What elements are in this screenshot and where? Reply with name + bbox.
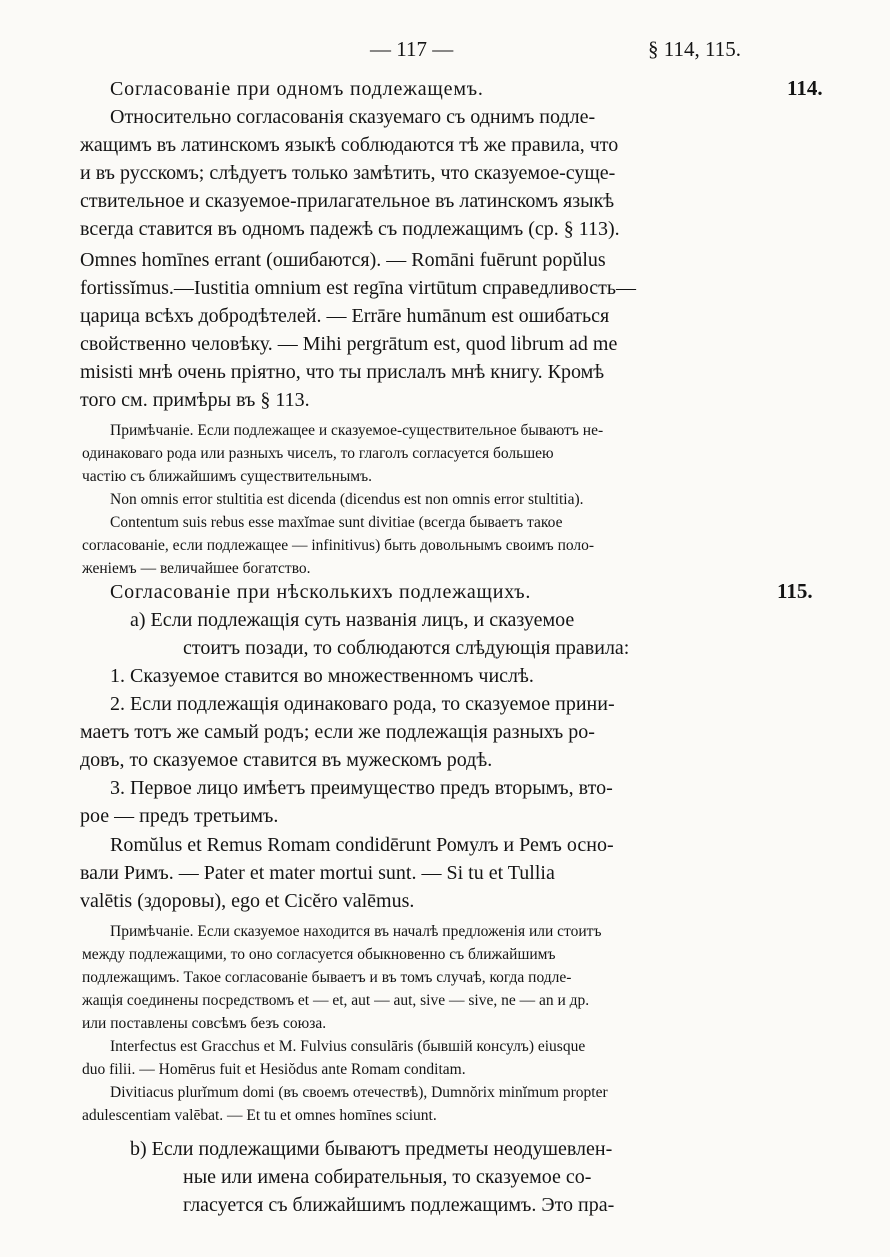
text-line: 2. Если подлежащія одинаковаго рода, то сказуемое прини- — [110, 693, 615, 715]
note-line: adulescentiam valēbat. — Et tu et omnes homīnes sciunt. — [82, 1107, 437, 1124]
note-line: одинаковаго рода или разныхъ чиселъ, то глаголъ согласуется большею — [82, 445, 554, 462]
note-line: Contentum suis rebus esse maxĭmae sunt divitiae (всегда бываетъ такое — [110, 514, 563, 531]
note-line: между подлежащими, то оно согласуется обыкновенно съ ближайшимъ — [82, 946, 556, 963]
note-line: согласованіе, если подлежащее — infinitivus) быть довольнымъ своимъ поло- — [82, 537, 595, 554]
text-line: Omnes homīnes errant (ошибаются). — Romāni fuērunt popŭlus — [80, 249, 606, 271]
text-line: valētis (здоровы), ego et Cicĕro valēmus. — [80, 890, 415, 912]
text-line: царица всѣхъ добродѣтелей. — Errāre humānum est ошибаться — [80, 305, 610, 327]
section-heading-115: Согласованіе при нѣсколькихъ подлежащихъ. — [110, 581, 532, 603]
text-line: свойственно человѣку. — Mihi pergrātum est, quod librum ad me — [80, 333, 618, 355]
text-line: довъ, то сказуемое ставится въ мужескомъ родѣ. — [80, 749, 493, 771]
text-line: 3. Первое лицо имѣетъ преимущество предъ вторымъ, вто- — [110, 777, 613, 799]
note-line: Non omnis error stultitia est dicenda (dicendus est non omnis error stultitia). — [110, 491, 584, 508]
running-section-header: § 114, 115. — [648, 37, 741, 61]
text-line: fortissĭmus.—Iustitia omnium est regīna virtūtum справедливость— — [80, 277, 636, 299]
text-line: Romŭlus et Remus Romam condidērunt Ромулъ и Ремъ осно- — [110, 834, 614, 856]
text-line: Относительно согласованія сказуемаго съ однимъ подле- — [110, 106, 596, 128]
note-line: duo filii. — Homērus fuit et Hesiŏdus ante Romam conditam. — [82, 1061, 466, 1078]
section-number-114: 114. — [787, 76, 823, 100]
note-line: или поставлены совсѣмъ безъ союза. — [82, 1015, 327, 1032]
text-line: ствительное и сказуемое-прилагательное въ латинскомъ языкѣ — [80, 190, 615, 212]
text-line: маетъ тотъ же самый родъ; если же подлежащія разныхъ ро- — [80, 721, 595, 743]
text-line: всегда ставится въ одномъ падежѣ съ подлежащимъ (ср. § 113). — [80, 218, 620, 240]
note-line: Interfectus est Gracchus et M. Fulvius consulāris (бывшій консулъ) eiusque — [110, 1038, 586, 1055]
text-line: гласуется съ ближайшимъ подлежащимъ. Это пра- — [183, 1194, 615, 1216]
note-line: Примѣчаніе. Если сказуемое находится въ началѣ предложенія или стоитъ — [110, 923, 602, 940]
text-line: misisti мнѣ очень пріятно, что ты прислалъ мнѣ книгу. Кромѣ — [80, 361, 605, 383]
text-line: стоитъ позади, то соблюдаются слѣдующія правила: — [183, 637, 630, 659]
text-line: ные или имена собирательныя, то сказуемое со- — [183, 1166, 592, 1188]
note-line: подлежащимъ. Такое согласованіе бываетъ и въ томъ случаѣ, когда подле- — [82, 969, 572, 986]
section-number-115: 115. — [777, 579, 813, 603]
note-line: женіемъ — величайшее богатство. — [82, 560, 311, 577]
note-line: Divitiacus plurĭmum domi (въ своемъ отечествѣ), Dumnŏrix minĭmum propter — [110, 1084, 608, 1101]
text-line: рое — предъ третьимъ. — [80, 805, 279, 827]
text-line: и въ русскомъ; слѣдуетъ только замѣтить, что сказуемое-суще- — [80, 162, 616, 184]
section-heading-114: Согласованіе при одномъ подлежащемъ. — [110, 78, 484, 100]
note-line: Примѣчаніе. Если подлежащее и сказуемое-существительное бываютъ не- — [110, 422, 604, 439]
text-line: того см. примѣры въ § 113. — [80, 389, 310, 411]
note-line: жащія соединены посредствомъ et — et, aut — aut, sive — sive, ne — an и др. — [82, 992, 590, 1009]
text-line: a) Если подлежащія суть названія лицъ, и сказуемое — [130, 609, 575, 631]
text-line: вали Римъ. — Pater et mater mortui sunt. — Si tu et Tullia — [80, 862, 555, 884]
page-number: — 117 — — [370, 37, 454, 61]
note-line: частію съ ближайшимъ существительнымъ. — [82, 468, 372, 485]
text-line: 1. Сказуемое ставится во множественномъ числѣ. — [110, 665, 534, 687]
text-line: b) Если подлежащими бываютъ предметы неодушевлен- — [130, 1138, 613, 1160]
text-line: жащимъ въ латинскомъ языкѣ соблюдаются тѣ же правила, что — [80, 134, 619, 156]
